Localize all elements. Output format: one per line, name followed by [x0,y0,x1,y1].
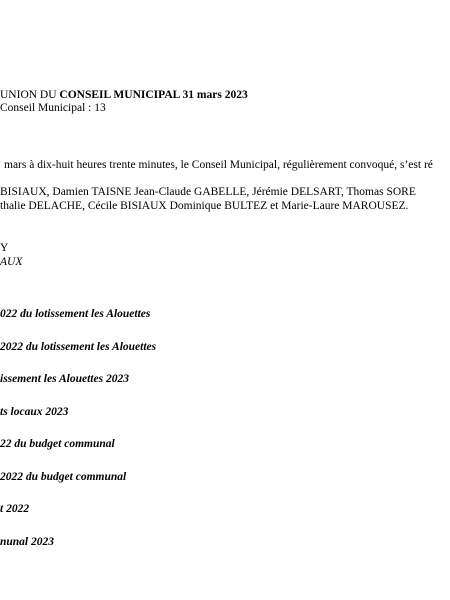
meeting-heading-title: CONSEIL MUNICIPAL 31 mars 2023 [59,89,248,101]
agenda-item: issement les Alouettes 2023 [0,373,129,385]
agenda-item: 022 du lotissement les Alouettes [0,308,151,320]
agenda-item: 2022 du budget communal [0,470,127,483]
absent-members: Y [0,242,9,254]
agenda-item: ts locaux 2023 [0,405,69,418]
agenda-item: nunal 2023 [0,535,55,548]
members-count: Conseil Municipal : 13 [0,102,106,114]
agenda-item: 2022 du lotissement les Alouettes [0,340,157,353]
present-members-line-2: thalie DELACHE, Cécile BISIAUX Dominique BULTEZ et Marie-Laure MAROUSEZ. [0,200,409,212]
agenda-item: 22 du budget communal [0,438,115,450]
meeting-heading-prefix: UNION DU [0,89,60,101]
present-members-line-1: BISIAUX, Damien TAISNE Jean-Claude GABELLE, Jérémie DELSART, Thomas SORE [0,186,416,198]
agenda-list [0,308,156,568]
absent-members-detail: AUX [0,256,23,268]
meeting-heading [0,89,248,102]
meeting-intro: mars à dix-huit heures trente minutes, le Conseil Municipal, régulièrement convoqué, s’est ré [4,159,433,171]
agenda-item: t 2022 [0,503,30,515]
